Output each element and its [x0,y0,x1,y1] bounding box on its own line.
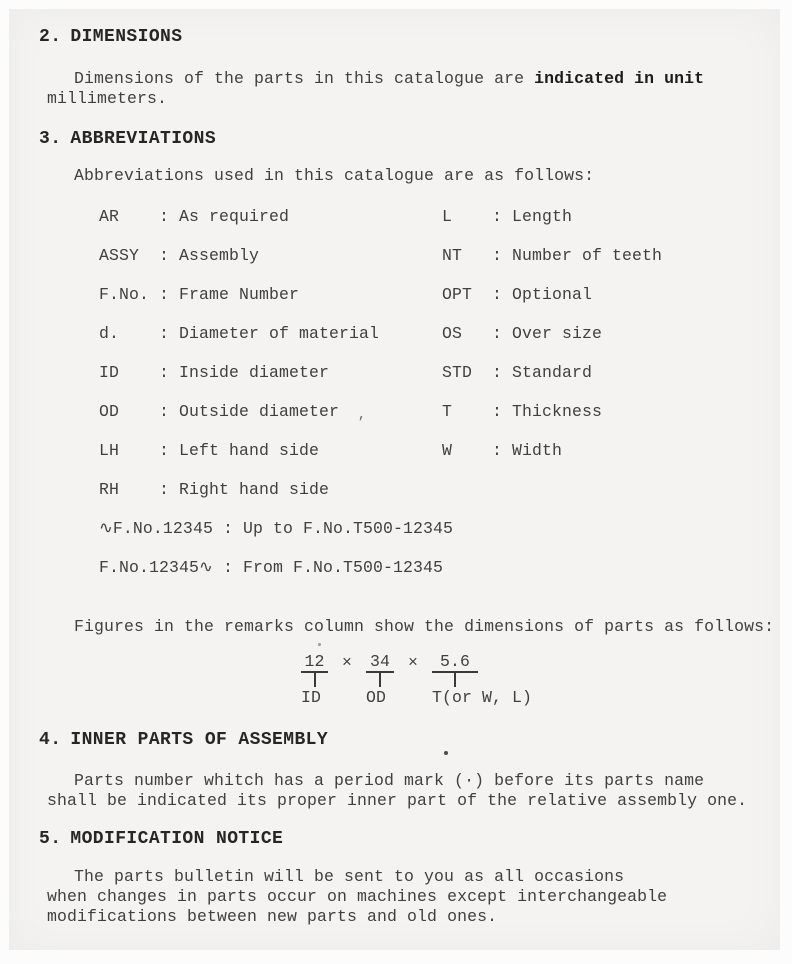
abbr-colon: : [159,441,170,460]
abbr-key: d. [99,324,120,343]
paragraph-text-heavy: indicated in unit [534,69,705,88]
abbreviations-intro [47,166,762,186]
scan-artifact-dot [318,643,321,646]
multiply-sign: × [342,653,353,672]
dimension-notation-figure [301,653,762,707]
abbr-key: W [442,441,453,460]
figure-item-id [301,653,328,707]
abbr-definition: Optional [512,285,593,304]
section-title: INNER PARTS OF ASSEMBLY [70,730,329,750]
abbr-colon: : [492,324,503,343]
abbr-cell [99,363,442,383]
section-heading-dimensions [39,26,762,48]
section-title: ABBREVIATIONS [70,129,217,149]
figure-value: 34 [366,653,394,673]
document-body [9,9,780,927]
figure-item-od [366,653,394,707]
multiply-sign: × [408,653,419,672]
paragraph-line: when changes in parts occur on machines except interchangeable [47,887,668,906]
abbr-definition: Outside diameter [179,402,340,421]
abbreviations-table [99,207,762,578]
abbr-cell [99,402,442,422]
section-number: 4. [39,730,62,750]
abbr-cell [99,285,442,305]
figure-pointer-line [379,673,381,687]
figure-value: 12 [301,653,328,673]
abbr-cell [442,285,592,305]
figure-label: T(or W, L) [432,688,533,707]
abbr-colon: : [159,246,170,265]
abbr-definition: Left hand side [179,441,320,460]
abbr-key: RH [99,480,120,499]
table-row [99,402,762,422]
figure-value: 5.6 [432,653,478,673]
abbr-cell [442,246,662,266]
section-heading-modification [39,828,762,850]
paragraph-line: shall be indicated its proper inner part of the relative assembly one. [47,791,748,810]
figure-item-thickness [432,652,533,707]
abbr-cell [442,363,592,383]
abbr-definition: Standard [512,363,593,382]
frame-number-range-row: F.No.12345∿ : From F.No.T500-12345 [99,558,443,577]
scan-artifact-comma: , [358,407,366,422]
abbr-cell [99,441,442,461]
abbr-colon: : [492,441,503,460]
abbr-definition: Over size [512,324,603,343]
dimensions-paragraph [47,69,762,109]
abbr-key: OS [442,324,463,343]
abbr-cell [99,324,442,344]
abbr-colon: : [492,363,503,382]
table-row [99,246,762,266]
inner-parts-paragraph [47,771,762,811]
abbr-definition: Width [512,441,563,460]
section-title: DIMENSIONS [70,27,183,47]
figure-pointer-line [314,673,316,687]
section-number: 5. [39,829,62,849]
abbr-colon: : [159,285,170,304]
abbr-colon: : [159,480,170,499]
paragraph-line: The parts bulletin will be sent to you as all occasions [74,867,625,886]
paragraph-line: millimeters. [47,89,168,108]
table-row [99,324,762,344]
figure-label: OD [366,688,387,707]
abbr-colon: : [492,207,503,226]
abbr-colon: : [159,363,170,382]
section-heading-inner-parts [39,729,762,751]
abbr-key: AR [99,207,120,226]
modification-paragraph [47,867,762,927]
abbr-colon: : [159,207,170,226]
abbr-cell [99,480,442,500]
abbr-key: LH [99,441,120,460]
paragraph-line: modifications between new parts and old ones. [47,907,498,926]
abbr-cell [442,402,602,422]
abbr-colon: : [492,402,503,421]
abbr-key: OPT [442,285,473,304]
abbr-key: NT [442,246,463,265]
remarks-note [47,617,775,637]
paragraph-line: Abbreviations used in this catalogue are as follows: [74,166,595,185]
abbr-definition: Thickness [512,402,603,421]
abbr-definition: As required [179,207,290,226]
abbr-definition: Assembly [179,246,260,265]
abbr-key: ID [99,363,120,382]
paragraph-line [47,69,762,89]
figure-label: ID [301,688,322,707]
paragraph-line: Parts number whitch has a period mark (·) before its parts name [74,771,705,790]
abbr-cell [99,207,442,227]
abbr-cell [442,324,602,344]
frame-number-range-row: ∿F.No.12345 : Up to F.No.T500-12345 [99,519,453,538]
table-row [99,207,762,227]
section-title: MODIFICATION NOTICE [70,829,284,849]
abbr-key: ASSY [99,246,140,265]
abbr-definition: Length [512,207,573,226]
abbr-definition: Number of teeth [512,246,663,265]
abbr-key: F.No. [99,285,150,304]
abbr-colon: : [492,285,503,304]
abbr-key: L [442,207,453,226]
abbr-key: STD [442,363,473,382]
abbr-key: T [442,402,453,421]
scan-artifact-dot [444,751,448,755]
table-row [99,285,762,305]
abbr-colon: : [159,402,170,421]
table-row [99,363,762,383]
table-row [99,441,762,461]
abbr-definition: Inside diameter [179,363,330,382]
table-row [99,480,762,500]
paragraph-line: Figures in the remarks column show the dimensions of parts as follows: [74,617,775,636]
abbr-definition: Right hand side [179,480,330,499]
section-number: 3. [39,129,62,149]
paragraph-text: Dimensions of the parts in this catalogue are [74,69,535,88]
section-number: 2. [39,27,62,47]
abbr-cell [442,207,572,227]
abbr-definition: Diameter of material [179,324,380,343]
abbr-cell [442,441,562,461]
section-heading-abbreviations [39,128,762,150]
abbr-key: OD [99,402,120,421]
abbr-colon: : [492,246,503,265]
abbr-cell [99,246,442,266]
abbr-definition: Frame Number [179,285,300,304]
figure-pointer-line [454,673,456,687]
abbr-colon: : [159,324,170,343]
